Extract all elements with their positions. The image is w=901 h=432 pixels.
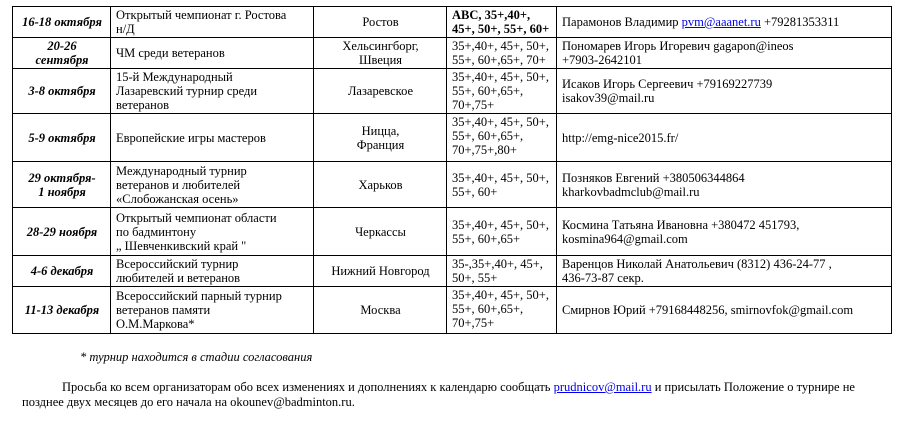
contact-name: Парамонов Владимир	[562, 15, 682, 29]
request-text-start: Просьба ко всем организаторам обо всех изменениях и дополнениях к календарю сообщать	[62, 380, 554, 394]
request-email-link[interactable]: prudnicov@mail.ru	[553, 380, 652, 394]
event-contact: Смирнов Юрий +79168448256, smirnovfok@gmail.com	[557, 287, 892, 334]
event-city: Харьков	[314, 162, 447, 208]
event-contact: Пономарев Игорь Игоревич gagapon@ineos +7903-2642101	[557, 38, 892, 69]
event-date: 3-8 октября	[13, 69, 111, 114]
contact-phone: +79281353311	[760, 15, 840, 29]
event-city: Черкассы	[314, 208, 447, 256]
event-name: Всероссийский парный турнир ветеранов памяти О.М.Маркова*	[111, 287, 314, 334]
table-row	[13, 7, 892, 38]
table-row	[13, 38, 892, 69]
event-date: 4-6 декабря	[13, 256, 111, 287]
age-categories: 35+,40+, 45+, 50+, 55+, 60+,65+	[447, 208, 557, 256]
table-row	[13, 114, 892, 162]
table-row	[13, 287, 892, 334]
event-name: Европейские игры мастеров	[111, 114, 314, 162]
event-date: 5-9 октября	[13, 114, 111, 162]
age-categories: 35+,40+, 45+, 50+, 55+, 60+,65+, 70+	[447, 38, 557, 69]
age-categories: 35+,40+, 45+, 50+, 55+, 60+,65+, 70+,75+	[447, 287, 557, 334]
event-contact: Позняков Евгений +380506344864 kharkovbadmclub@mail.ru	[557, 162, 892, 208]
footnote: * турнир находится в стадии согласования	[80, 350, 313, 364]
table-row	[13, 69, 892, 114]
age-categories: 35+,40+, 45+, 50+, 55+, 60+,65+, 70+,75+	[447, 69, 557, 114]
event-city: Лазаревское	[314, 69, 447, 114]
event-date: 20-26 сентября	[13, 38, 111, 69]
table-row	[13, 162, 892, 208]
event-date: 29 октября- 1 ноября	[13, 162, 111, 208]
event-contact: Космина Татьяна Ивановна +380472 451793, kosmina964@gmail.com	[557, 208, 892, 256]
event-city: Ростов	[314, 7, 447, 38]
event-date: 16-18 октября	[13, 7, 111, 38]
event-contact: Исаков Игорь Сергеевич +79169227739 isakov39@mail.ru	[557, 69, 892, 114]
table-row	[13, 256, 892, 287]
event-date: 28-29 ноября	[13, 208, 111, 256]
event-name: Всероссийский турнир любителей и ветеранов	[111, 256, 314, 287]
event-name: 15-й Международный Лазаревский турнир среди ветеранов	[111, 69, 314, 114]
event-date: 11-13 декабря	[13, 287, 111, 334]
event-name: Открытый чемпионат г. Ростова н/Д	[111, 7, 314, 38]
event-name: Международный турнир ветеранов и любителей «Слобожанская осень»	[111, 162, 314, 208]
age-categories: 35+,40+, 45+, 50+, 55+, 60+,65+, 70+,75+,80+	[447, 114, 557, 162]
event-contact: http://emg-nice2015.fr/	[557, 114, 892, 162]
event-city: Ницца, Франция	[314, 114, 447, 162]
age-categories: АВС, 35+,40+, 45+, 50+, 55+, 60+	[447, 7, 557, 38]
organizer-request	[22, 380, 882, 410]
age-categories: 35+,40+, 45+, 50+, 55+, 60+	[447, 162, 557, 208]
calendar-table	[12, 6, 892, 334]
event-contact	[557, 7, 892, 38]
event-name: ЧМ среди ветеранов	[111, 38, 314, 69]
event-city: Нижний Новгород	[314, 256, 447, 287]
contact-email-link[interactable]: pvm@aaanet.ru	[681, 15, 761, 29]
request-text-end: и присылать Положение о турнире не позднее двух месяцев до его начала на okounev@badminton.ru.	[22, 380, 855, 409]
table-row	[13, 208, 892, 256]
event-contact: Варенцов Николай Анатольевич (8312) 436-24-77 , 436-73-87 секр.	[557, 256, 892, 287]
event-name: Открытый чемпионат области по бадминтону „ Шевченкивский край "	[111, 208, 314, 256]
event-city: Москва	[314, 287, 447, 334]
age-categories: 35-,35+,40+, 45+, 50+, 55+	[447, 256, 557, 287]
event-city: Хельсингборг, Швеция	[314, 38, 447, 69]
